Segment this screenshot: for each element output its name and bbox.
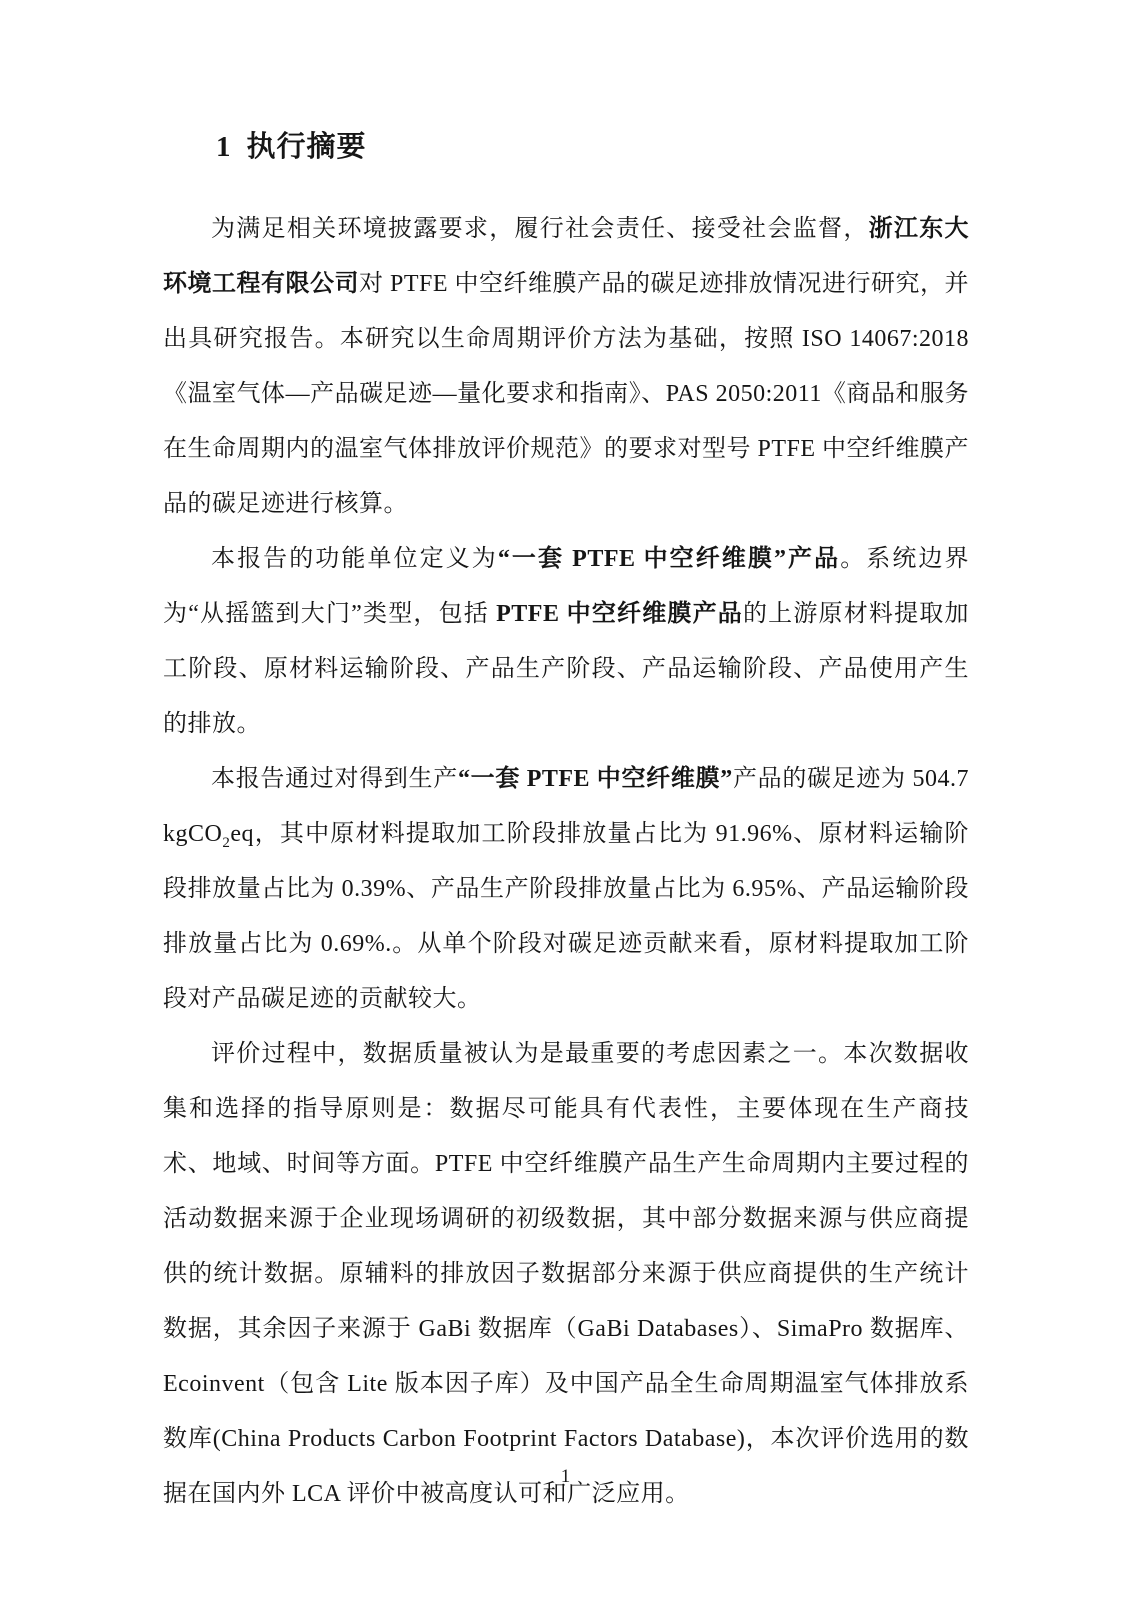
document-body [163, 202, 969, 1522]
page-footer [0, 1466, 1131, 1488]
section-heading [216, 126, 969, 168]
paragraph-1: 为满足相关环境披露要求，履行社会责任、接受社会监督，浙江东大环境工程有限公司对 PTFE 中空纤维膜产品的碳足迹排放情况进行研究，并出具研究报告。本研究以生命周期评价方法为基础，按照 ISO 14067:2018《温室气体—产品碳足迹—量化要求和指南》、PAS 2050:2011《商品和服务在生命周期内的温室气体排放评价规范》的要求对型号 PTFE 中空纤维膜产品的碳足迹进行核算。 [163, 216, 970, 517]
page-content [163, 126, 969, 1522]
paragraph-2: 本报告的功能单位定义为“一套 PTFE 中空纤维膜”产品。系统边界为“从摇篮到大门”类型，包括 PTFE 中空纤维膜产品的上游原材料提取加工阶段、原材料运输阶段、产品生产阶段、产品运输阶段、产品使用产生的排放。 [163, 546, 970, 737]
page-number: 1 [560, 1466, 571, 1487]
paragraph-4: 评价过程中，数据质量被认为是最重要的考虑因素之一。本次数据收集和选择的指导原则是：数据尽可能具有代表性，主要体现在生产商技术、地域、时间等方面。PTFE 中空纤维膜产品生产生命周期内主要过程的活动数据来源于企业现场调研的初级数据，其中部分数据来源与供应商提供的统计数据。原辅料的排放因子数据部分来源于供应商提供的生产统计数据，其余因子来源于 GaBi 数据库（GaBi Databases）、SimaPro 数据库、Ecoinvent（包含 Lite 版本因子库）及中国产品全生命周期温室气体排放系数库(China Products Carbon Footprint Factors Database)，本次评价选用的数据在国内外 LCA 评价中被高度认可和广泛应用。 [163, 1041, 969, 1507]
section-title: 执行摘要 [246, 131, 367, 163]
paragraph-3: 本报告通过对得到生产“一套 PTFE 中空纤维膜”产品的碳足迹为 504.7 kgCO$_2$eq，其中原材料提取加工阶段排放量占比为 91.96%、原材料运输阶段排放量占比为 0.39%、产品生产阶段排放量占比为 6.95%、产品运输阶段排放量占比为 0.69%.。从单个阶段对碳足迹贡献来看，原材料提取加工阶段对产品碳足迹的贡献较大。 [163, 766, 970, 1012]
section-number: 1 [216, 131, 232, 163]
